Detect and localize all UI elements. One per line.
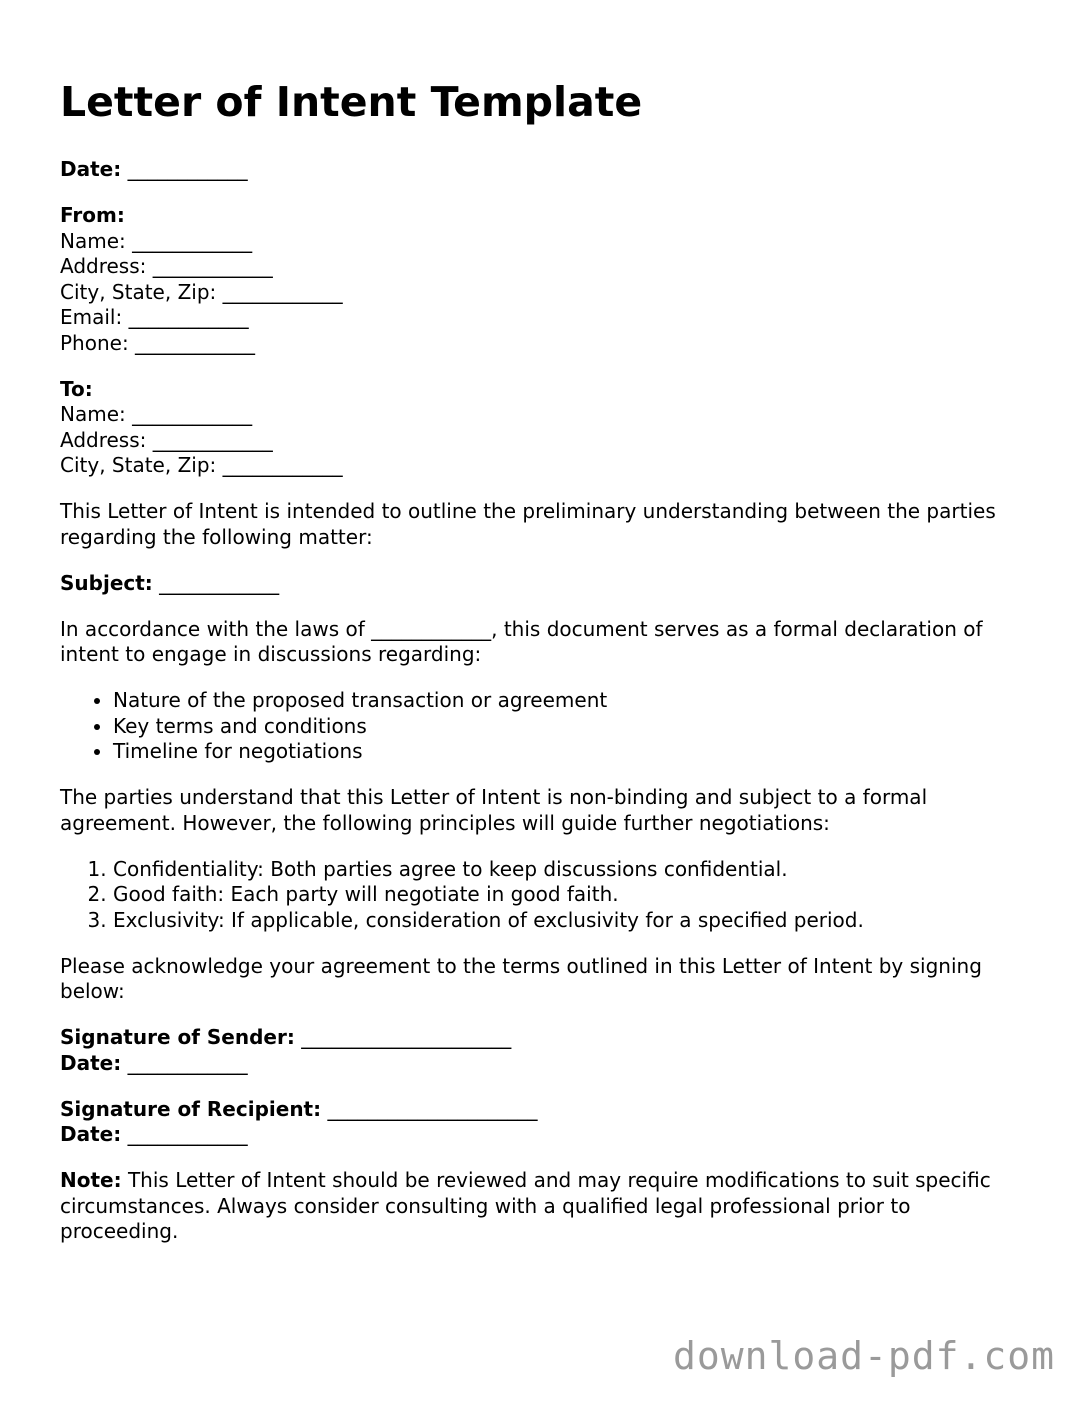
page-title: Letter of Intent Template <box>60 78 643 126</box>
from-phone: Phone: ____________ <box>60 330 256 355</box>
intro-paragraph: This Letter of Intent is intended to outline the preliminary understanding between the parties regarding the following matter: <box>60 499 996 549</box>
recipient-date-label: Date: <box>60 1122 122 1146</box>
date-label: Date: <box>60 157 122 181</box>
recipient-signature-label: Signature of Recipient: <box>60 1096 322 1121</box>
list-item: • Nature of the proposed transaction or agreement <box>113 688 1035 714</box>
sender-date-blank: ____________ <box>127 1050 248 1075</box>
list-item: 1. Confidentiality: Both parties agree to keep discussions confidential. <box>113 857 1035 883</box>
sender-signature-block <box>60 1025 1035 1076</box>
discussion-topics-list <box>60 688 1035 765</box>
from-address: Address: ____________ <box>60 254 273 278</box>
subject-blank: ____________ <box>159 570 280 595</box>
watermark: download-pdf.com <box>672 1334 1055 1378</box>
note-paragraph <box>60 1168 1035 1245</box>
laws-paragraph: In accordance with the laws of ____________, this document serves as a formal declaration of intent to engage in discussions regarding: <box>60 616 983 666</box>
from-heading: From: <box>60 203 125 227</box>
sender-signature-blank: _____________________ <box>301 1025 512 1049</box>
sender-date-label: Date: <box>60 1050 122 1075</box>
recipient-signature-blank: _____________________ <box>327 1096 538 1121</box>
from-email: Email: ____________ <box>60 305 249 329</box>
nonbinding-paragraph: The parties understand that this Letter of Intent is non-binding and subject to a formal agreement. However, the following principles will guide further negotiations: <box>60 785 928 835</box>
to-city: City, State, Zip: ____________ <box>60 453 343 477</box>
to-name: Name: ____________ <box>60 402 253 426</box>
recipient-date-blank: ____________ <box>127 1122 248 1146</box>
from-block <box>60 203 1035 356</box>
to-address: Address: ____________ <box>60 427 273 452</box>
date-line <box>60 157 1035 183</box>
letter-body <box>60 157 1035 1265</box>
to-heading: To: <box>60 376 93 401</box>
list-item: • Timeline for negotiations <box>113 739 1035 765</box>
date-blank: ____________ <box>127 157 248 181</box>
subject-line <box>60 571 1035 597</box>
principles-list <box>60 857 1035 934</box>
subject-label: Subject: <box>60 570 153 595</box>
note-label: Note: <box>60 1168 122 1192</box>
recipient-signature-block <box>60 1097 1035 1148</box>
list-item: 3. Exclusivity: If applicable, consideration of exclusivity for a specified period. <box>113 908 1035 934</box>
sender-signature-label: Signature of Sender: <box>60 1025 295 1049</box>
to-block <box>60 377 1035 479</box>
from-name: Name: ____________ <box>60 228 253 253</box>
acknowledge-paragraph: Please acknowledge your agreement to the terms outlined in this Letter of Intent by signing below: <box>60 953 982 1003</box>
note-text: This Letter of Intent should be reviewed and may require modifications to suit specific circumstances. Always consider consulting with a qualified legal professional prior to proceeding. <box>60 1168 991 1243</box>
from-city: City, State, Zip: ____________ <box>60 279 343 304</box>
list-item: • Key terms and conditions <box>113 714 1035 740</box>
list-item: 2. Good faith: Each party will negotiate in good faith. <box>113 882 1035 908</box>
